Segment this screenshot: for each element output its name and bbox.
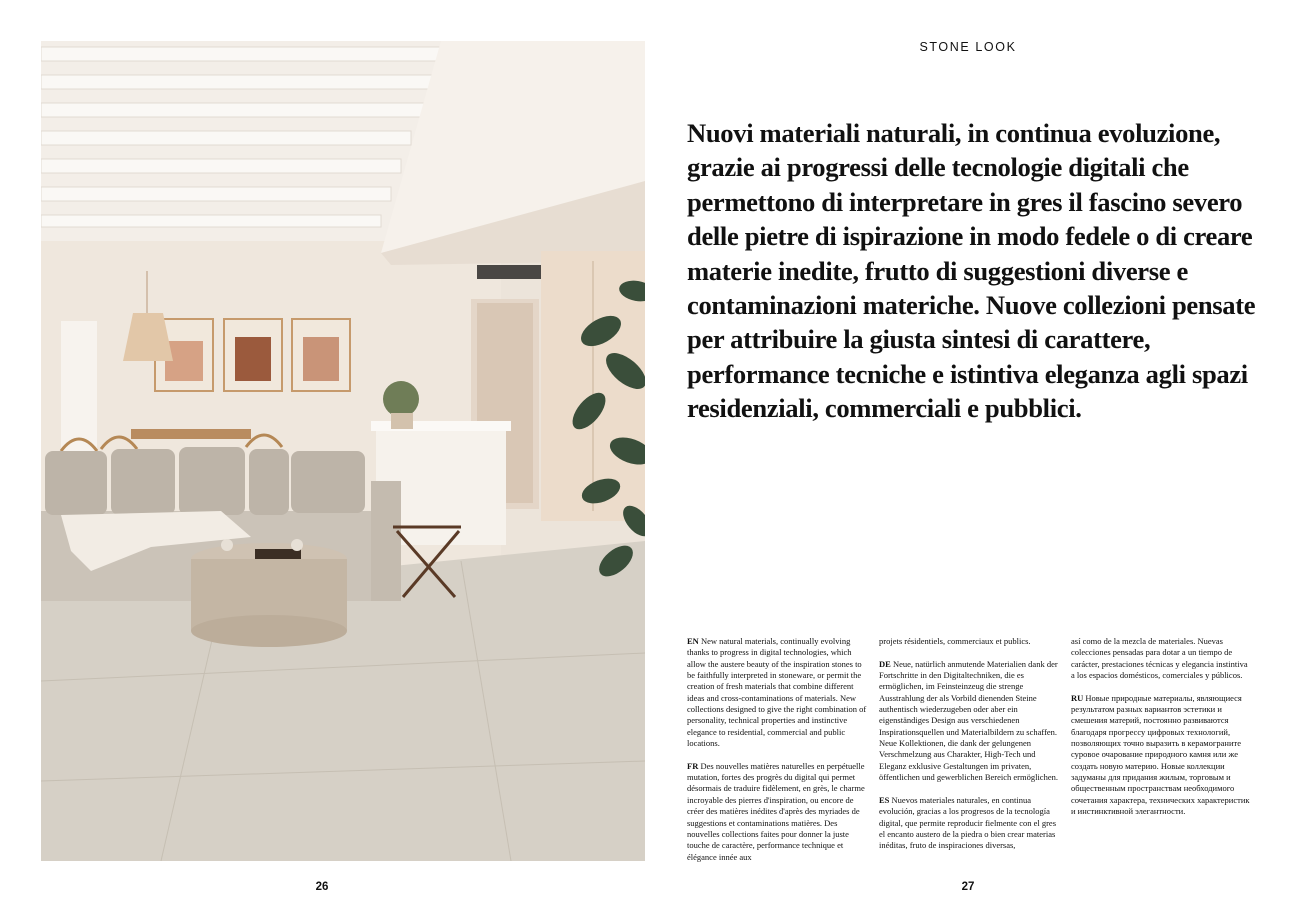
- paragraph-en-text: New natural materials, continually evolving thanks to progress in digital technologies, which allow the austere beauty of the inspiration stones to be faithfully interpreted in stoneware, or permit the creation of fresh materials that combine different ideas and cross-contaminations of materials. New collections designed to give the right combination of personality, technical properties and instinctive elegance to residential, commercial and public locations.: [687, 636, 867, 749]
- paragraph-de-text: Neue, natürlich anmutende Materialien dank der Fortschritte in den Digitaltechniken, die es ermöglichen, im Feinsteinzeug die strenge Ausstrahlung der als Vorbild dienenden Steine authentisch wiederzugeben oder aber ein eigenständiges Design aus verschiedenen Inspirationsquellen und Materialbildern zu schaffen. Neue Kollektionen, die dank der gelungenen Verschmelzung aus Charakter, High-Tech und Eleganz exklusive Gestaltungen im privaten, öffentlichen und gewerblichen Bereich ermöglichen.: [879, 658, 1058, 783]
- text-column-3: [1071, 636, 1253, 829]
- language-code-en: EN: [687, 636, 699, 646]
- language-code-es: ES: [879, 794, 890, 805]
- language-code-de: DE: [879, 658, 891, 669]
- paragraph-fr: [687, 761, 869, 863]
- section-label: STONE LOOK: [919, 40, 1017, 54]
- interior-photo: [41, 41, 645, 861]
- text-column-2: [879, 636, 1061, 863]
- text-column-1: [687, 636, 869, 874]
- paragraph-de: [879, 659, 1061, 784]
- paragraph-ru: [1071, 693, 1253, 818]
- paragraph-ru-text: Новые природные материалы, являющиеся результатом разных вариантов эстетики и смешения материй, постоянно развиваются благодаря прогрессу цифровых технологий, позволяющих точно выразить в керамограните суровое очарование природного камня или же создать новую материю. Новые коллекции задуманы для придания жилым, торговым и общественным пространствам необходимого сочетания характера, технических характеристик и инстинктивной элегантности.: [1071, 692, 1250, 817]
- paragraph-en: [687, 636, 869, 749]
- paragraph-fr-text: Des nouvelles matières naturelles en perpétuelle mutation, fortes des progrès du digital qui permet désormais de traduire fidèlement, en grès, le charme incroyable des pierres d'inspiration, ou encore de créer des matières inédites d'après des myriades de suggestions et contaminations matières. Des nouvelles collections faites pour donner la juste touche de caractère, performance technique et élégance innée aux: [687, 760, 865, 862]
- language-code-fr: FR: [687, 760, 699, 771]
- paragraph-fr-continued: projets résidentiels, commerciaux et publics.: [879, 636, 1031, 646]
- paragraph-es: [879, 795, 1061, 852]
- paragraph-es-text: Nuevos materiales naturales, en continua evolución, gracias a los progresos de la tecnología digital, que permite reproducir fielmente con el gres el encanto austero de la piedra o bien crear materias inéditas, fruto de inspiraciones diversas,: [879, 794, 1057, 851]
- page-number-right: 27: [961, 881, 975, 893]
- headline: Nuovi materiali naturali, in continua evoluzione, grazie ai progressi delle tecnologie digitali che permettono di interpretare in gres il fascino severo delle pietre di ispirazione in modo fedele o di creare materie inedite, frutto di suggestioni diverse e contaminazioni materiche. Nuove collezioni pensate per attribuire la giusta sintesi di carattere, performance tecniche e istintiva eleganza agli spazi residenziali, commerciali e pubblici.: [687, 118, 1256, 424]
- paragraph-es-continued: así como de la mezcla de materiales. Nuevas colecciones pensadas para dotar a un tiempo de carácter, prestaciones técnicas y elegancia instintiva a los espacios domésticos, comerciales y públicos.: [1071, 636, 1248, 681]
- page-number-left: 26: [315, 881, 329, 893]
- language-code-ru: RU: [1071, 692, 1084, 703]
